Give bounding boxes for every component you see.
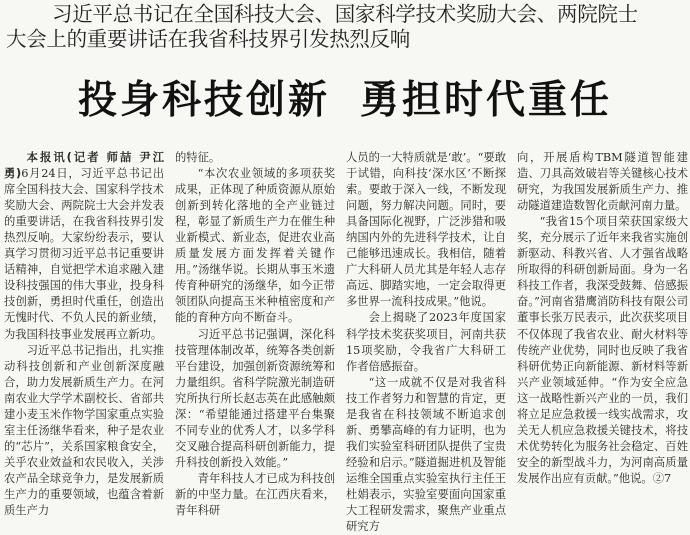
article-column-3 — [346, 150, 506, 534]
article-body — [4, 150, 688, 534]
headline-part-2: 勇担时代重任 — [360, 78, 613, 123]
article-paragraph: 人员的一大特质就是‘敢’。“要敢于试错，向科技‘深水区’不断探索。要敢于深入一线，不断发现问题，努力解决问题。同时，要具备国际化视野，广泛涉猎和吸纳国内外的先进科学技术，让自己能够迅速成长。我相信，随着广大科研人员尤其是年轻人志存高远、脚踏实地，一定会取得更多世界一流科技成果。”他说。 — [346, 151, 506, 309]
article-paragraph: “我省15个项目荣获国家级大奖，充分展示了近年来我省实施创新驱动、科教兴省、人才强省战略所取得的科研创新局面。身为一名科技工作者，我深受鼓舞、倍感振奋。”河南省猎鹰消防科技有限公司董事长张万民表示，此次获奖项目不仅体现了我省农业、耐火材料等传统产业优势，同时也反映了我省科研优势正向新能源、新材料等新兴产业领域延伸。“作为安全应急这一战略性新兴产业的一员，我们将立足应急救援一线实战需求，攻关无人机应急救援关键技术，将技术优势转化为服务社会稳定、百姓安全的新型战斗力，为河南高质量发展作出应有贡献。”他说。②7 — [517, 215, 688, 485]
article-paragraph: 向，开展盾构TBM隧道智能建造、刀具高效破岩等关键核心技术研究，为我国发展新质生产力、推动隧道建造数智化贡献河南力量。 — [517, 151, 688, 213]
article-paragraph: “这一成就不仅是对我省科技工作者努力和智慧的肯定，更是我省在科技领域不断追求创新、勇攀高峰的有力证明，也为我们实验室科研团队提供了宝贵经验和启示。”隧道掘进机及智能运维全国重点实验室执行主任王杜娟表示，实验室要面向国家重大工程研发需求，聚焦产业重点研究方 — [346, 375, 506, 534]
article-column-2 — [175, 150, 335, 518]
headline-part-1: 投身科技创新 — [77, 78, 330, 123]
kicker-line-1: 习近平总书记在全国科技大会、国家科学技术奖励大会、两院院士 — [52, 2, 638, 26]
kicker-headline — [6, 2, 686, 52]
article-paragraph: 的特征。 — [175, 151, 221, 164]
article-paragraph: “本次农业领域的多项获奖成果，正体现了种质资源从原始创新到转化落地的全产业链过程，彰显了新质生产力在催生种业新模式、新业态，促进农业高质量发展方面发挥着关键作用。”汤继华说。长期从事玉米遗传育种研究的汤继华，如今正带领团队向提高玉米种植密度和产能的育种方向不断奋斗。 — [175, 167, 335, 325]
byline: 本报讯(记者 师喆 尹江勇) — [4, 151, 164, 181]
article-paragraph: 青年科技人才已成为科技创新的中坚力量。在江西庆看来，青年科研 — [175, 471, 335, 518]
main-headline — [0, 76, 690, 126]
article-paragraph: 习近平总书记强调，深化科技管理体制改革，统筹各类创新平台建设，加强创新资源统筹和力量组织。省科学院激光制造研究所执行所长赵志英在此感触颇深：“希望能通过搭建平台集聚不同专业的优秀人才，以多学科交叉融合提高科研创新能力，提升科技创新投入效能。” — [175, 327, 335, 469]
article-paragraph: 本报讯(记者 师喆 尹江勇)6月24日，习近平总书记出席全国科技大会、国家科学技术奖励大会、两院院士大会并发表的重要讲话，在我省科技界引发热烈反响。大家纷纷表示，要认真学习贯彻习近平总书记重要讲话精神，自觉把学术追求融入建设科技强国的伟大事业，投身科技创新，勇担时代重任，创造出无愧时代、不负人民的新业绩，为我国科技事业发展再立新功。 — [4, 151, 164, 341]
article-paragraph: 习近平总书记指出，扎实推动科技创新和产业创新深度融合，助力发展新质生产力。在河南农业大学学术副校长、省部共建小麦玉米作物学国家重点实验室主任汤继华看来，种子是农业的“芯片”，关系国家粮食安全，关乎农业效益和农民收入，关涉农产品全球竞争力，是发展新质生产力的重要领域，也蕴含着新质生产力 — [4, 343, 164, 518]
article-column-1 — [4, 150, 164, 518]
article-paragraph: 会上揭晓了2023年度国家科学技术奖获奖项目，河南共获15项奖励，令我省广大科研工作者倍感振奋。 — [346, 311, 506, 373]
kicker-line-2: 大会上的重要讲话在我省科技界引发热烈反响 — [6, 27, 410, 51]
article-column-4 — [517, 150, 688, 485]
